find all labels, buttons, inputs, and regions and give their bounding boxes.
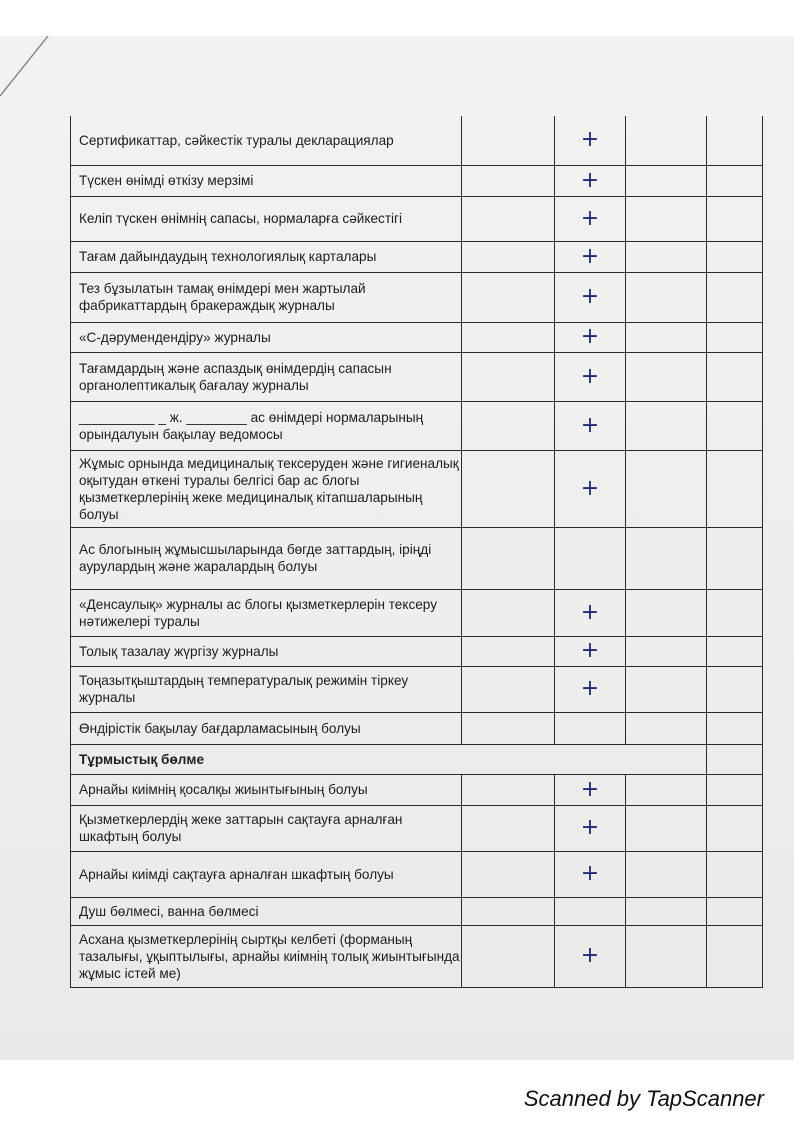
table-row: [71, 272, 763, 322]
check-cell: [555, 925, 626, 987]
check-mark: +: [580, 205, 600, 231]
blank-cell: [462, 272, 555, 322]
blank-cell: [707, 589, 763, 636]
table-row: [71, 527, 763, 589]
row-label: «Денсаулық» журналы ас блогы қызметкерлерін тексеру нәтижелері туралы: [71, 589, 462, 636]
blank-cell: [626, 712, 707, 744]
blank-cell: [462, 774, 555, 805]
table-row: [71, 322, 763, 352]
check-cell: [555, 352, 626, 401]
blank-cell: [707, 450, 763, 527]
blank-cell: [626, 165, 707, 196]
blank-cell: [462, 666, 555, 712]
blank-cell: [462, 636, 555, 666]
blank-cell: [462, 322, 555, 352]
table-row: [71, 712, 763, 744]
check-cell: [555, 241, 626, 272]
table-row: [71, 165, 763, 196]
check-mark: +: [580, 815, 600, 840]
blank-cell: [707, 636, 763, 666]
blank-cell: [626, 241, 707, 272]
blank-cell: [707, 401, 763, 450]
blank-cell: [462, 897, 555, 925]
row-label: Арнайы киімнің қосалқы жиынтығының болуы: [71, 774, 462, 805]
check-cell: [555, 165, 626, 196]
check-cell: [555, 666, 626, 712]
blank-cell: [626, 116, 707, 165]
table-row: [71, 401, 763, 450]
row-label: __________ _ ж. ________ ас өнімдері нормаларының орындалуын бақылау ведомосы: [71, 401, 462, 450]
blank-cell: [462, 116, 555, 165]
blank-cell: [462, 925, 555, 987]
table-row: [71, 636, 763, 666]
check-cell: [555, 322, 626, 352]
blank-cell: [462, 196, 555, 241]
row-label: Өндірістік бақылау бағдарламасының болуы: [71, 712, 462, 744]
check-mark: +: [580, 943, 600, 968]
blank-cell: [462, 805, 555, 851]
row-label: Сертификаттар, сәйкестік туралы декларациялар: [71, 116, 462, 165]
blank-cell: [707, 196, 763, 241]
row-label: Тағамдардың және аспаздық өнімдердің сапасын органолептикалық бағалау журналы: [71, 352, 462, 401]
row-label: «С-дәрумендендіру» журналы: [71, 322, 462, 352]
check-mark: +: [580, 363, 600, 389]
blank-cell: [626, 851, 707, 897]
blank-cell: [626, 666, 707, 712]
table-row: [71, 851, 763, 897]
row-label: Душ бөлмесі, ванна бөлмесі: [71, 897, 462, 925]
table-row: [71, 352, 763, 401]
row-label: Арнайы киімді сақтауға арналған шкафтың болуы: [71, 851, 462, 897]
check-mark: +: [580, 638, 600, 663]
folded-corner-mark: [0, 36, 60, 96]
row-label: Тағам дайындаудың технологиялық карталары: [71, 241, 462, 272]
check-cell: [555, 589, 626, 636]
blank-cell: [462, 165, 555, 196]
blank-cell: [707, 241, 763, 272]
scanner-watermark-text: Scanned by TapScanner: [523, 1086, 764, 1111]
blank-cell: [626, 925, 707, 987]
scanned-page-area: [0, 36, 794, 1060]
blank-cell: [707, 897, 763, 925]
blank-cell: [707, 352, 763, 401]
row-label: Келіп түскен өнімнің сапасы, нормаларға сәйкестігі: [71, 196, 462, 241]
table-row: [71, 241, 763, 272]
table-row: [71, 897, 763, 925]
check-mark: +: [580, 599, 600, 625]
blank-cell: [462, 241, 555, 272]
paper-sheet: [0, 36, 794, 1060]
check-mark: +: [580, 412, 600, 438]
blank-cell: [707, 925, 763, 987]
check-mark: +: [580, 284, 600, 309]
blank-cell: [462, 450, 555, 527]
blank-cell: [626, 322, 707, 352]
check-mark: +: [580, 475, 600, 501]
check-mark: +: [580, 676, 600, 701]
blank-cell: [707, 805, 763, 851]
blank-cell: [626, 450, 707, 527]
check-mark: +: [580, 776, 600, 802]
row-label: Қызметкерлердің жеке заттарын сақтауға арналған шкафтың болуы: [71, 805, 462, 851]
table-row: [71, 666, 763, 712]
table-row: [71, 805, 763, 851]
check-cell: [555, 712, 626, 744]
table-row: [71, 116, 763, 165]
check-cell: [555, 272, 626, 322]
blank-cell: [707, 527, 763, 589]
row-label: Түскен өнімді өткізу мерзімі: [71, 165, 462, 196]
row-label: Тоңазытқыштардың температуралық режимін тіркеу журналы: [71, 666, 462, 712]
table-row: [71, 925, 763, 987]
check-mark: +: [580, 861, 600, 886]
blank-cell: [707, 744, 763, 774]
row-label: Толық тазалау жүргізу журналы: [71, 636, 462, 666]
blank-cell: [462, 401, 555, 450]
check-cell: [555, 636, 626, 666]
check-cell: [555, 805, 626, 851]
blank-cell: [462, 352, 555, 401]
section-title: Тұрмыстық бөлме: [71, 744, 707, 774]
blank-cell: [626, 897, 707, 925]
blank-cell: [626, 196, 707, 241]
check-cell: [555, 527, 626, 589]
row-label: Тез бұзылатын тамақ өнімдері мен жартылай фабрикаттардың бракераждық журналы: [71, 272, 462, 322]
check-cell: [555, 897, 626, 925]
blank-cell: [626, 636, 707, 666]
section-header-row: [71, 744, 763, 774]
row-label: Асхана қызметкерлерінің сыртқы келбеті (форманың тазалығы, ұқыптылығы, арнайы киімнің толық жиынтығында жұмыс істей ме): [71, 925, 462, 987]
blank-cell: [462, 851, 555, 897]
blank-cell: [626, 352, 707, 401]
blank-cell: [626, 805, 707, 851]
table-row: [71, 196, 763, 241]
blank-cell: [707, 165, 763, 196]
check-cell: [555, 774, 626, 805]
row-label: Ас блогының жұмысшыларында бөгде заттардың, іріңді аурулардың және жаралардың болуы: [71, 527, 462, 589]
table-row: [71, 450, 763, 527]
row-label: Жұмыс орнында медициналық тексеруден және гигиеналық оқытудан өткені туралы белгісі бар ас блогы қызметкерлерінің жеке медициналық кітапшаларының болуы: [71, 450, 462, 527]
blank-cell: [462, 589, 555, 636]
table-row: [71, 589, 763, 636]
blank-cell: [707, 851, 763, 897]
blank-cell: [707, 666, 763, 712]
check-mark: +: [580, 324, 600, 349]
blank-cell: [626, 589, 707, 636]
blank-cell: [626, 272, 707, 322]
blank-cell: [707, 116, 763, 165]
check-mark: +: [580, 243, 600, 269]
blank-cell: [707, 774, 763, 805]
blank-cell: [462, 712, 555, 744]
check-cell: [555, 196, 626, 241]
blank-cell: [707, 712, 763, 744]
table-row: [71, 774, 763, 805]
check-cell: [555, 851, 626, 897]
blank-cell: [626, 401, 707, 450]
checklist-table: [70, 116, 763, 988]
blank-cell: [626, 527, 707, 589]
check-cell: [555, 401, 626, 450]
check-cell: [555, 450, 626, 527]
blank-cell: [462, 527, 555, 589]
blank-cell: [707, 272, 763, 322]
blank-cell: [707, 322, 763, 352]
blank-cell: [626, 774, 707, 805]
check-mark: +: [580, 167, 600, 193]
check-cell: [555, 116, 626, 165]
check-mark: +: [580, 127, 600, 153]
